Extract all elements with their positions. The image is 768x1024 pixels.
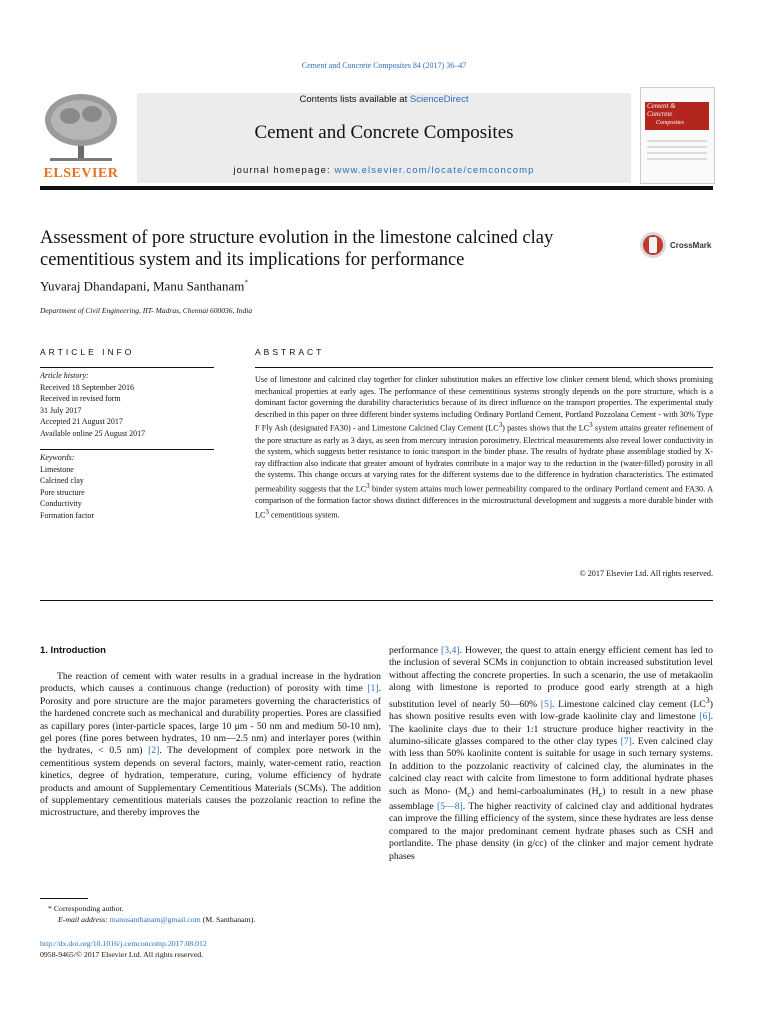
history-item: Received in revised form xyxy=(40,394,121,403)
ref-link[interactable]: [6] xyxy=(699,711,711,723)
doi-link[interactable]: http://dx.doi.org/10.1016/j.cemconcomp.2017.08.012 xyxy=(40,939,207,948)
intro-paragraph: performance [3,4]. However, the quest to attain energy efficient cement has led to the inclusion of several SCMs in conjunction to obtain increased substitution level without affecting the concrete properties. In such a scenario, the use of metakaolin along with limestone is reported to produce good early strength at a high substitution level of nearly 50—60% [5]. Limestone calcined clay cement $(LC^3)$ has shown positive results even with low-grade kaolinite clay and limestone [6]. The kaolinite clays due to their 1:1 structure produce higher reactivity in the alumino-silicate glasses compared to the other clay types [7]. Even calcined clay with less than 50% kaolinite content is suitable for usage in such ternary systems. In addition to the pozzolanic reactivity of calcined clay, the aluminates in the calcined clay react with calcite from limestone to form additional hydrate phases such as Mono- $(M_c)$ and hemi-carboaluminates $(H_c)$ to result in a new phase assemblage [5—8]. The higher reactivity of calcined clay and additional hydrates can improve the filling efficiency of the system, since these hydrates are less dense compared to the major predominant cement hydrate phases such as CSH and portlandite. The phase density (in g/cc) of the clinker and major cement hydrate phases xyxy=(389,645,714,862)
crossmark-label: CrossMark xyxy=(670,241,712,250)
keyword: Pore structure xyxy=(40,487,85,497)
email-link[interactable]: manusanthanam@gmail.com xyxy=(109,915,201,924)
journal-title: Cement and Concrete Composites xyxy=(254,122,514,143)
history-item: Available online 25 August 2017 xyxy=(40,428,146,438)
footnote-label: Corresponding author. xyxy=(51,904,124,913)
history-label: Article history: xyxy=(40,371,89,380)
journal-citation[interactable]: Cement and Concrete Composites 84 (2017) 36–47 xyxy=(301,61,467,70)
email-label: E-mail address: xyxy=(58,915,110,924)
author-names: Yuvaraj Dhandapani, Manu Santhanam xyxy=(40,278,245,294)
cover-text-lines xyxy=(647,140,707,164)
history-item: Accepted 21 August 2017 xyxy=(40,417,123,426)
keyword: Conductivity xyxy=(40,499,82,508)
intro-left-column xyxy=(40,671,381,820)
article-info-heading: ARTICLE INFO xyxy=(40,347,135,357)
article-info-rule xyxy=(40,367,214,368)
keywords-label: Keywords: xyxy=(40,453,75,462)
journal-homepage xyxy=(137,165,631,176)
journal-cover-thumbnail[interactable] xyxy=(640,87,715,184)
ref-link[interactable]: [5—8] xyxy=(436,801,463,813)
issn-line: 0958-9465/© 2017 Elsevier Ltd. All rights reserved. xyxy=(40,950,204,959)
ref-link[interactable]: [7] xyxy=(620,736,632,748)
abstract-body: Use of limestone and calcined clay together for clinker substitution makes an effective low clinker cement blend, which shows promising mechanical properties at early ages. The performance of these cementitious systems strongly depends on the pore structure, which is a dominant factor governing the durability characteristics because of its direct influence on the transport properties. The experimental study described in this paper on three different binder systems including Ordinary Portland Cement, Portland Pozzolana Cement - with 30% Type F Fly Ash (designated FA30) - and Limestone Calcined Clay Cement $(LC^3)$ pastes shows that the $LC^3$ system attains greater refinement of the pore structure as early as 3 days, as seen from mercury intrusion porosimetry. Electrical measurements also reveal lower conductivity in the system, which suggests better resistance to ionic transport in the binder phase. The results of hydrate phase assemblage studied by X-ray diffraction also indicate that greater amount of hydrates contribute in a major way to the reduction in the (water-filled) porosity in all the systems. This change occurs at varying rates for the different systems due to the difference in hydration characteristics. The estimated permeability suggests that the $LC^3$ binder system attains much lower permeability compared to the ordinary Portland cement and FA30. A comparison of the formation factor shows distinct differences in the microstructural development and suggests a more durable binder with $LC^3$ cementitious system. xyxy=(255,375,714,520)
abstract-copyright: © 2017 Elsevier Ltd. All rights reserved. xyxy=(579,569,713,578)
abstract-heading: ABSTRACT xyxy=(255,347,325,357)
authors xyxy=(40,278,248,294)
ref-link[interactable]: [5] xyxy=(540,698,553,710)
homepage-link[interactable]: www.elsevier.com/locate/cemconcomp xyxy=(334,165,535,176)
keywords-rule xyxy=(40,449,214,450)
doi-block xyxy=(40,938,207,960)
footnote-mark: * xyxy=(48,904,52,913)
keyword: Calcined clay xyxy=(40,476,84,485)
article-history xyxy=(40,370,214,439)
cover-title: Cement & Concrete xyxy=(647,102,676,118)
corresponding-mark[interactable]: * xyxy=(244,278,249,287)
article-title: Assessment of pore structure evolution in the limestone calcined clay cementitious system and its implications for performance xyxy=(40,228,554,270)
intro-right-column xyxy=(389,645,713,863)
ref-link[interactable]: [1] xyxy=(367,683,379,695)
footnote: * Corresponding author. E-mail address: manusanthanam@gmail.com (M. Santhanam). xyxy=(48,904,256,924)
history-item: 31 July 2017 xyxy=(40,405,82,415)
ref-link[interactable]: [2] xyxy=(148,745,160,757)
abstract-bottom-rule xyxy=(40,600,713,601)
contents-line xyxy=(137,94,631,105)
keyword: Formation factor xyxy=(40,510,94,520)
sciencedirect-link[interactable]: ScienceDirect xyxy=(409,94,469,105)
crossmark-icon[interactable] xyxy=(638,230,716,260)
cover-subtitle: Composites xyxy=(656,120,685,126)
homepage-prefix: journal homepage: xyxy=(233,165,335,176)
header-divider xyxy=(40,186,713,190)
ref-link[interactable]: [3,4] xyxy=(441,645,460,656)
abstract-rule xyxy=(255,367,713,368)
elsevier-wordmark: ELSEVIER xyxy=(43,166,119,181)
keyword: Limestone xyxy=(40,464,74,474)
footnote-rule xyxy=(40,898,88,899)
contents-prefix: Contents lists available at xyxy=(299,94,410,105)
history-item: Received 18 September 2016 xyxy=(40,382,134,392)
intro-paragraph: The reaction of cement with water results in a gradual increase in the hydration products, which causes a continuous change (reduction) of porosity with time [1]. Porosity and pore structure are the major parameters governing the characteristics of the hardened concrete such as mechanical and durability properties. Pores are classified as capillary pores (inter-particle spaces, large 10 μm - 50 nm and medium 50-10 nm), gel pores (fine pores between hydrates, 10 nm—2.5 nm) and interlayer pores (within the hydrates, < 0.5 nm) [2]. The development of complex pore network in the cementitious system depends on several factors, mainly, water-cement ratio, reaction kinetics, degree of hydration, temperature, curing, volume efficiency of hydrate products and amount of Supplementary Cementitious Materials (SCMs). The addition of supplementary cementitious materials causes the pozzolanic reaction to refine the microstructure, and thereby improves the xyxy=(40,671,381,819)
keywords xyxy=(40,452,214,521)
affiliation: Department of Civil Engineering, IIT- Madras, Chennai 600036, India xyxy=(40,306,253,315)
section-heading-introduction: 1. Introduction xyxy=(40,645,106,656)
